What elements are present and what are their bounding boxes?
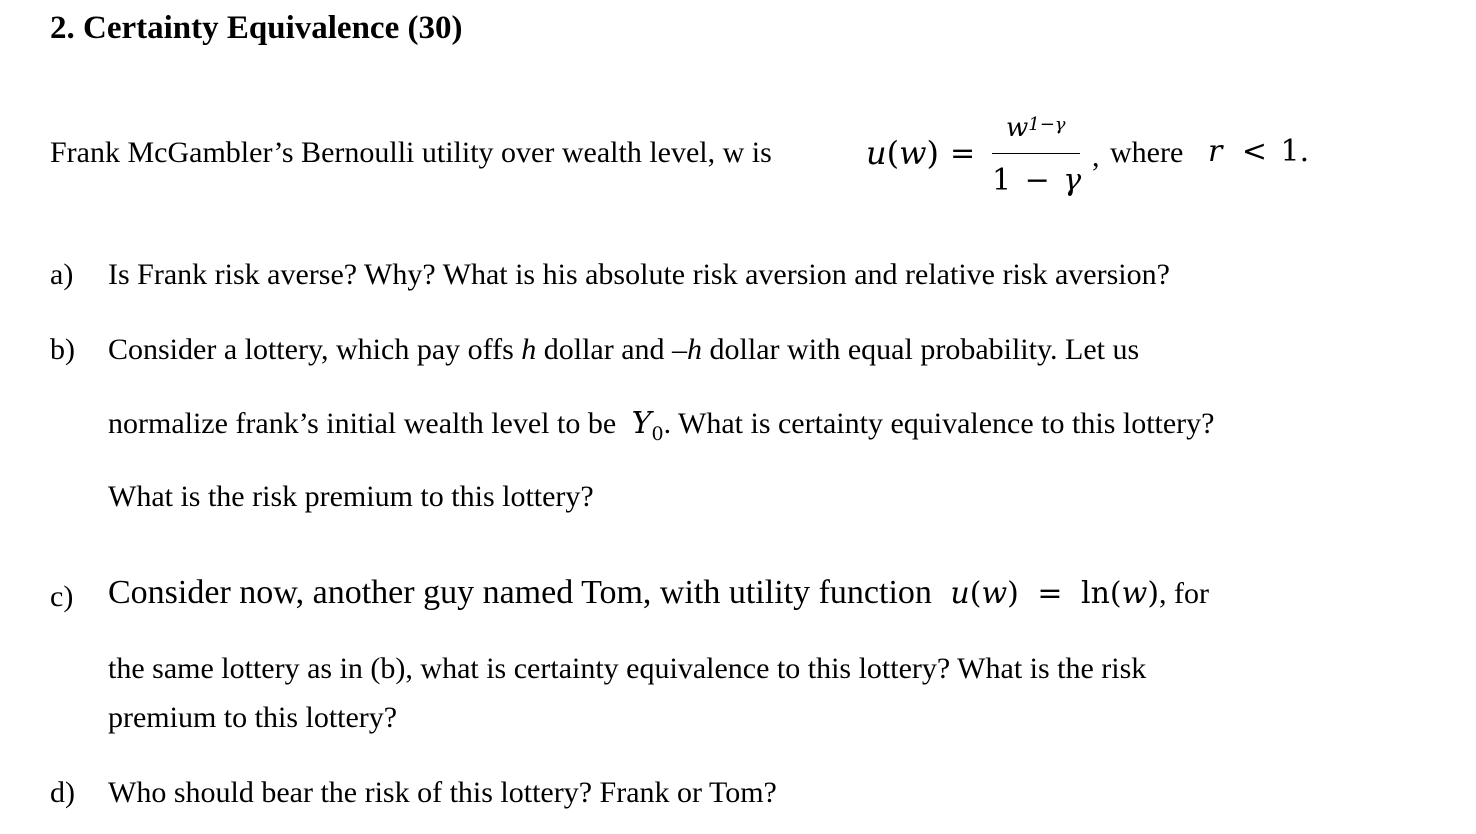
var-w: w	[899, 134, 927, 172]
var-w: w	[1121, 576, 1148, 611]
cond-op: <	[1241, 134, 1267, 169]
fraction-bar	[992, 153, 1080, 154]
part-a-text: Is Frank risk averse? Why? What is his absolute risk aversion and relative risk aversion?	[108, 258, 1170, 291]
part-b-line3: What is the risk premium to this lottery?	[108, 480, 594, 513]
section-title: 2. Certainty Equivalence (30)	[50, 10, 463, 46]
tom-utility-lhs	[950, 576, 1018, 611]
numerator-exponent: 1−γ	[1028, 114, 1066, 135]
part-d-label: d)	[50, 776, 75, 809]
fn-u: u	[950, 576, 970, 611]
part-c-line3: premium to this lottery?	[108, 701, 398, 734]
paren-close: )	[926, 134, 939, 172]
var-h: h	[521, 333, 537, 366]
var-neg-h: h	[687, 333, 703, 366]
equals-sign: =	[950, 136, 976, 171]
part-b-line1	[108, 333, 1139, 367]
part-d-text: Who should bear the risk of this lottery? Frank or Tom?	[108, 776, 777, 809]
paren-open: (	[969, 576, 982, 611]
denominator-one: 1	[992, 163, 1012, 198]
part-c-label: c)	[50, 580, 74, 613]
cond-value: 1.	[1280, 134, 1310, 169]
part-b-label: b)	[50, 333, 75, 366]
part-c-line2: the same lottery as in (b), what is certainty equivalence to this lottery? What is the risk	[108, 652, 1147, 685]
part-b-line2-post: . What is certainty equivalence to this lottery?	[663, 407, 1215, 440]
utility-formula-lhs	[866, 134, 939, 172]
part-c-line1-pre: Consider now, another guy named Tom, with utility function	[108, 574, 932, 611]
equals-sign: =	[1037, 576, 1063, 611]
condition	[1208, 134, 1309, 169]
subscript-0: 0	[651, 423, 664, 445]
where-text: where	[1110, 136, 1184, 169]
part-b-line2-pre: normalize frank’s initial wealth level to be	[108, 407, 617, 440]
cond-var-r: r	[1208, 134, 1223, 169]
fn-u: u	[866, 134, 887, 172]
part-b-line2	[108, 406, 1215, 445]
part-c-line1	[108, 574, 1209, 612]
paren-close: )	[1147, 576, 1160, 611]
part-b-line1-mid: dollar and –	[543, 333, 688, 366]
paren-close: )	[1007, 576, 1019, 611]
numerator-base: w	[1006, 113, 1029, 143]
paren-open: (	[886, 134, 900, 172]
part-a-label: a)	[50, 258, 74, 291]
paren-open: (	[1109, 576, 1122, 611]
part-c-line1-post: , for	[1159, 577, 1210, 610]
var-Y0	[631, 406, 664, 445]
denominator-gamma: γ	[1063, 163, 1082, 198]
ln-fn: ln	[1081, 576, 1110, 611]
intro-text: Frank McGambler’s Bernoulli utility over wealth level, w is	[50, 136, 772, 169]
var-w: w	[981, 576, 1008, 611]
comma: ,	[1092, 140, 1100, 173]
fraction-denominator	[992, 163, 1081, 198]
denominator-minus: −	[1024, 163, 1050, 198]
fraction-numerator	[1006, 113, 1066, 143]
part-b-line1-pre: Consider a lottery, which pay offs	[108, 333, 514, 366]
var-Y: Y	[631, 406, 652, 441]
part-b-line1-post: dollar with equal probability. Let us	[709, 333, 1140, 366]
